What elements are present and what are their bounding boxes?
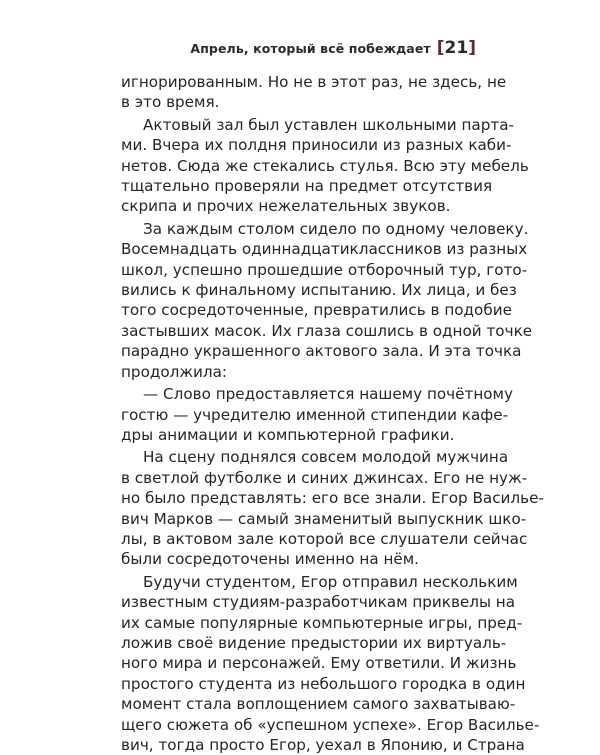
text-line: вич, тогда просто Егор, уехал в Японию, и Страна [121, 736, 525, 754]
text-line: Восемнадцать одиннадцатиклассников из разных [121, 240, 528, 259]
text-line: застывших масок. Их глаза сошлись в одной точке [121, 321, 533, 340]
text-line: нетов. Сюда же стекались стулья. Всю эту мебель [121, 156, 529, 175]
body-text [121, 72, 544, 755]
text-line: игнорированным. Но не в этот раз, не здесь, не [121, 73, 507, 91]
text-line: парадно украшенного актового зала. И эта точка [121, 342, 522, 361]
text-line: лы, в актовом зале которой все слушатели сейчас [121, 529, 528, 548]
running-header [190, 38, 476, 58]
running-title: Апрель, который всё побеждает [190, 40, 431, 56]
paragraph [121, 72, 507, 113]
text-line: ложив своё видение предыстории их виртуаль- [121, 633, 507, 652]
text-line: в светлой футболке и синих джинсах. Его не нуж- [121, 468, 528, 487]
text-line: их самые популярные компьютерные игры, пред- [121, 613, 523, 632]
page-number-bracket-open: [ [436, 38, 445, 58]
text-line: На сцену поднялся совсем молодой мужчина [143, 448, 509, 467]
text-line: в это время. [121, 93, 220, 112]
text-line: тщательно проверяли на предмет отсутствия [121, 177, 493, 196]
paragraph [121, 219, 533, 382]
text-line: момент стала воплощением самого захватываю- [121, 695, 516, 714]
text-line: — Слово предоставляется нашему почётному [143, 385, 514, 404]
text-line: Актовый зал был уставлен школьными парта- [143, 115, 515, 134]
text-line: дры анимации и компьютерной графики. [121, 425, 455, 444]
text-line: школ, успешно прошедшие отборочный тур, гото- [121, 260, 528, 279]
page-number-value: 21 [444, 38, 469, 58]
text-line: простого студента из небольшого городка в один [121, 674, 526, 693]
paragraph [121, 572, 540, 755]
text-line: вич Марков — самый знаменитый выпускник шко- [121, 509, 527, 528]
text-line: гостю — учредителю именной стипендии кафе- [121, 405, 509, 424]
text-line: были сосредоточены именно на нём. [121, 550, 420, 569]
text-line: За каждым столом сидело по одному человеку. [143, 219, 529, 238]
text-line: щего сюжета об «успешном успехе». Егор Василье- [121, 715, 540, 734]
text-line: того сосредоточенные, превратились в подобие [121, 301, 512, 320]
text-line: вились к финальному испытанию. Их лица, и без [121, 281, 517, 300]
paragraph [121, 384, 514, 445]
text-line: Будучи студентом, Егор отправил нескольким [143, 572, 518, 591]
paragraph [121, 447, 544, 569]
text-line: ного мира и персонажей. Ему ответили. И жизнь [121, 654, 517, 673]
page-number [437, 38, 476, 58]
text-line: скрипа и прочих нежелательных звуков. [121, 197, 451, 216]
text-line: ми. Вчера их полдня приносили из разных каби- [121, 136, 512, 155]
text-line: но было представлять: его все знали. Егор Василье- [121, 489, 544, 508]
page-number-bracket-close: ] [468, 38, 476, 58]
text-line: известным студиям-разработчикам приквелы на [121, 593, 516, 612]
paragraph [121, 115, 529, 217]
text-line: продолжила: [121, 362, 228, 381]
